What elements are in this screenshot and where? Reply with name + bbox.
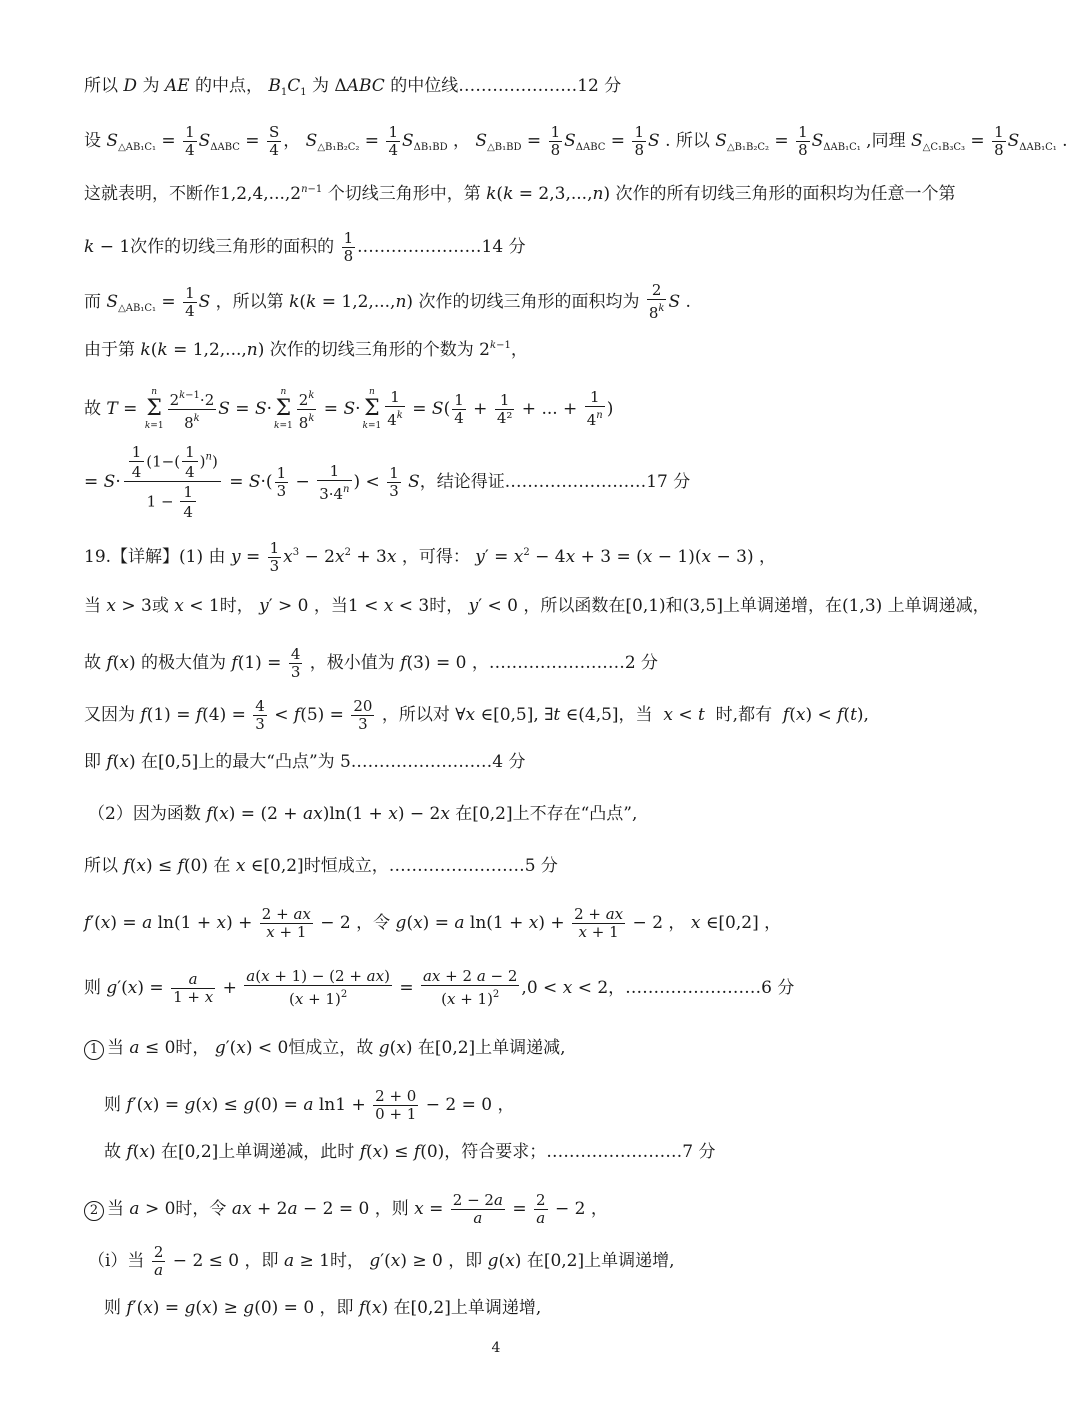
line-17-text: 则 g′(x) = $\frac{a}{1 + x}$ + $\frac{a(x + 1) - (2 + ax)}{(x + 1)^2}$ = $\frac{ax + 2 a - 2}{(x + 1)^2}$ ,0 < x < 2，……………………6 分 [84,967,795,1008]
line-7-text: 故 T = n Σ k=1 $\frac{2^{k-1}\cdot 2}{8^k}$ S = S· n Σ k=1 $\frac{2^k}{8^k}$ = S· n Σ k=1 $\frac{1}{4^k}$ = S( $\frac{1}{4}$ + $\frac{1}{\text{4²}}$ + ... + $\frac{1}{4^n}$ ) [84,387,614,432]
page-number: 4 [491,1340,501,1356]
line-22-text: （i）当 $\frac{2}{a}$ − 2 ≤ 0 ，即 a ≥ 1时， g′(x) ≥ 0 ，即 g(x) 在[0,2]上单调递增, [88,1243,675,1279]
text-line-2 [84,124,1068,160]
text-line-7 [84,386,613,432]
text-line-16 [84,906,781,941]
line-2-text: 设 $S_{\triangle AB_1C_1}$ = $\frac{1}{4}$ $S_{\Delta ABC}$ = $\frac{S}{4}$ ， $S_{\triangle B_1B_2C_2}$ = $\frac{1}{4}$ $S_{\Delta B_1BD}$ ， $S_{\triangle B_1BD}$ = $\frac{1}{8}$ $S_{\Delta ABC}$ = $\frac{1}{8}$ S . 所以 $S_{\triangle B_1B_2C_2}$ = $\frac{1}{8}$ $S_{\Delta AB_1C_1}$ ,同理 $S_{\triangle C_1B_3C_3}$ = $\frac{1}{8}$ $S_{\Delta AB_1C_1}$ . [84,123,1068,159]
text-line-11 [84,646,658,681]
text-line-12 [84,698,869,733]
text-line-20 [104,1140,716,1164]
text-line-19 [104,1088,514,1123]
text-line-5 [84,282,691,322]
text-line-9 [84,540,776,575]
line-14-text: （2）因为函数 f(x) = (2 + ax)ln(1 + x) − 2x 在[0,2]上不存在“凸点”, [88,804,638,824]
text-line-4 [84,230,526,265]
text-line-22 [88,1244,675,1279]
text-line-3 [84,178,955,206]
text-line-6 [84,334,528,362]
line-13-text: 即 f(x) 在[0,5]上的最大“凸点”为 5.……………………4 分 [84,752,526,772]
line-4-text: k − 1次作的切线三角形的面积的 $\frac{1}{8}$ .…………………14 分 [84,229,526,265]
text-line-17 [84,968,794,1008]
line-3-text: 这就表明，不断作$1,2,4,...,2^{n-1}$ 个切线三角形中，第 k(k = 2,3,...,n) 次作的所有切线三角形的面积均为任意一个第 [84,184,956,204]
line-23-text: 则 f′(x) = g(x) ≥ g(0) = 0 ，即 f(x) 在[0,2]上单调递增, [104,1298,542,1318]
line-21-text: 2 当 a > 0时，令 ax + 2a − 2 = 0 ，则 x = $\frac{2 - 2a}{a}$ = $\frac{2}{a}$ − 2 ， [84,1199,608,1219]
line-20-text: 故 f(x) 在[0,2]上单调递减，此时 f(x) ≤ f(0)，符合要求；……………………7 分 [104,1142,716,1162]
text-line-15 [84,854,558,878]
text-line-8 [84,444,690,521]
line-6-text: 由于第 k(k = 1,2,...,n) 次作的切线三角形的个数为 $2^{k-1}$， [84,340,528,360]
line-19-text: 则 f′(x) = g(x) ≤ g(0) = a ln1 + $\frac{2 + 0}{0 + 1}$ − 2 = 0 ， [104,1087,515,1123]
line-15-text: 所以 f(x) ≤ f(0) 在 x ∈[0,2]时恒成立，……………………5 分 [84,856,558,876]
text-line-23 [104,1296,541,1320]
text-line-14 [88,802,637,826]
line-5-text: 而 $S_{\triangle AB_1C_1}$ = $\frac{1}{4}$ S ，所以第 k(k = 1,2,...,n) 次作的切线三角形的面积均为 $\frac{2}{8^k}$ S . [84,281,691,322]
text-line-1 [84,74,621,105]
line-10-text: 当 x > 3或 x < 1时， y′ > 0 ，当1 < x < 3时， y′ < 0 ，所以函数在[0,1)和(3,5]上单调递增，在(1,3) 上单调递减， [84,596,990,616]
line-12-text: 又因为 f(1) = f(4) = $\frac{4}{3}$ < f(5) = $\frac{20}{3}$ ，所以对 ∀x ∈[0,5], ∃t ∈(4,5]，当 x < t 时,都有 f(x) < f(t), [84,697,869,733]
text-line-21 [84,1192,608,1227]
text-line-13 [84,750,526,774]
line-11-text: 故 f(x) 的极大值为 f(1) = $\frac{4}{3}$ ，极小值为 f(3) = 0 ，……………………2 分 [84,645,659,681]
line-18-text: 1 当 a ≤ 0时， g′(x) < 0恒成立，故 g(x) 在[0,2]上单调递减, [84,1038,566,1058]
text-line-10 [84,594,990,618]
line-9-text: 19.【详解】(1) 由 y = $\frac{1}{3}$ $x^3 - 2x^2 + 3x$ ，可得： $y' = x^2 - 4x + 3 = (x - 1)(x - 3)$ ， [84,539,777,575]
line-16-text: f′(x) = a ln(1 + x) + $\frac{2 + ax}{x + 1}$ − 2 ，令 g(x) = a ln(1 + x) + $\frac{2 + ax}{x + 1}$ − 2 ， x ∈[0,2] ， [84,905,782,941]
line-8-text: = S· $\frac{1}{4}$ (1−( $\frac{1}{4}$ )$^n$) 1 − $\frac{1}{4}$ = S·( $\frac{1}{3}$ − $\frac{1}{3\cdot 4^n}$ ) < $\frac{1}{3}$ S，结论得证.……………………17 分 [84,443,691,521]
text-line-18 [84,1036,566,1060]
line-1-text: 所以 D 为 AE 的中点， $B_1C_1$ 为 ΔABC 的中位线…………………12 分 [84,76,622,98]
